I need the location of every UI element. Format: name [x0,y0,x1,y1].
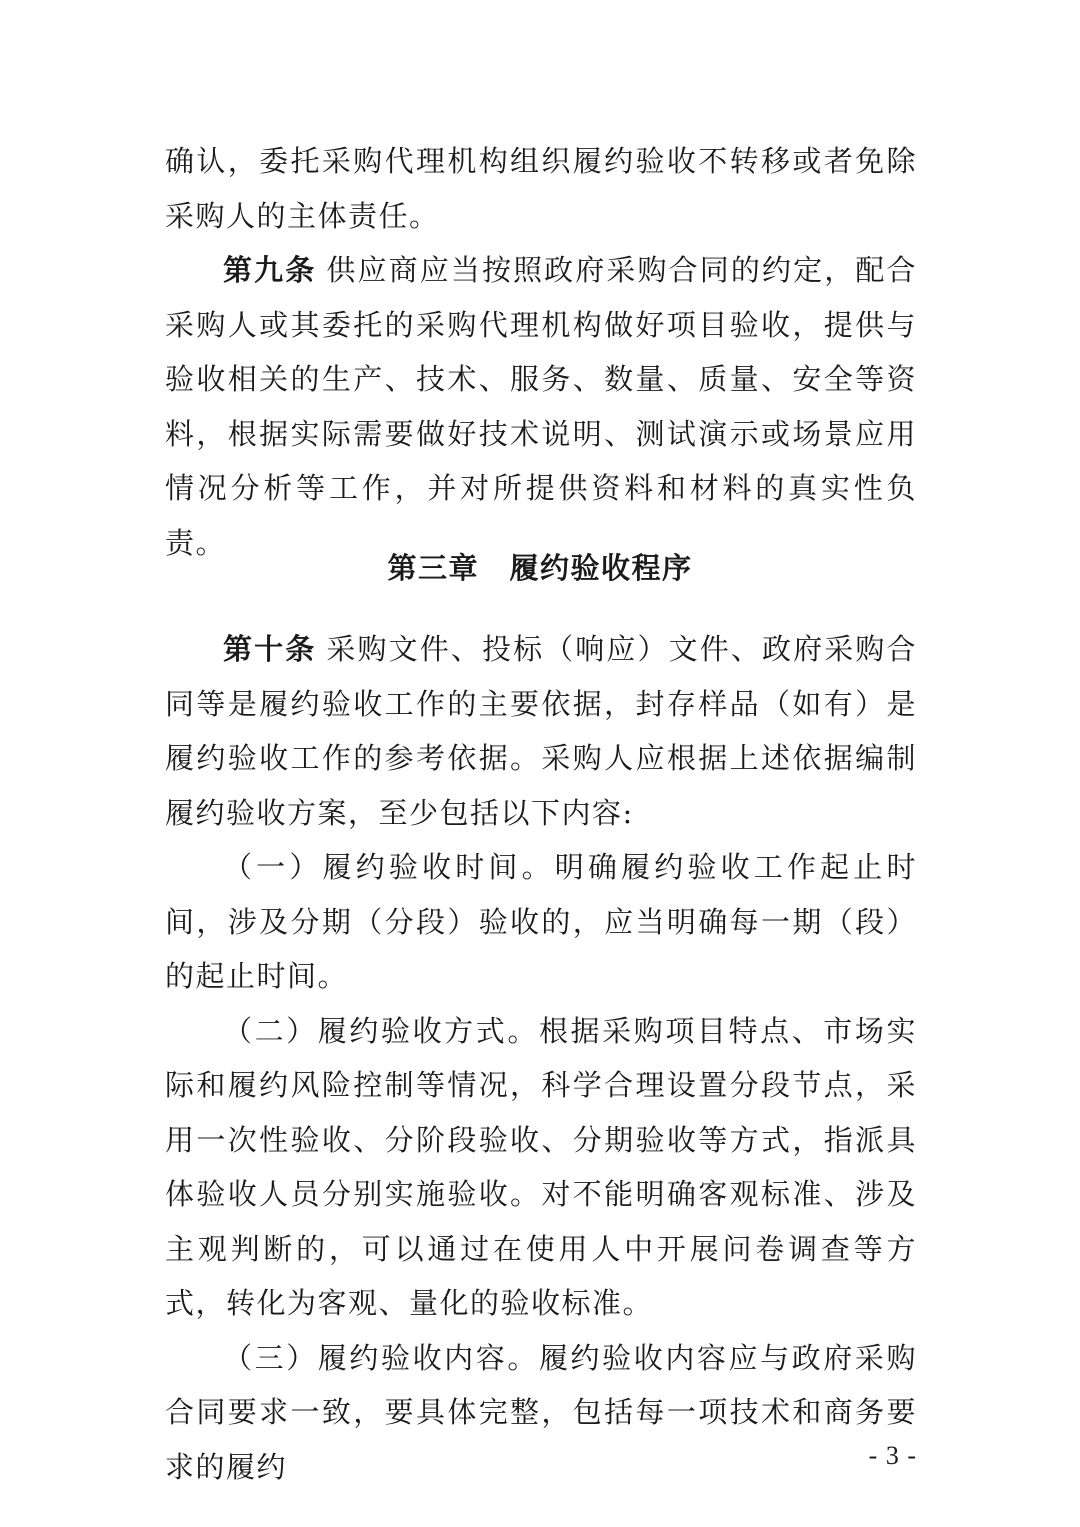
body-text-top [165,134,917,570]
paragraph-continuation [165,134,917,243]
paragraph-text: （三）履约验收内容。履约验收内容应与政府采购合同要求一致，要具体完整，包括每一项技术和商务要求的履约 [165,1340,917,1484]
paragraph-text: 确认，委托采购代理机构组织履约验收不转移或者免除采购人的主体责任。 [165,144,917,233]
paragraph-text: （二）履约验收方式。根据采购项目特点、市场实际和履约风险控制等情况，科学合理设置分段节点，采用一次性验收、分阶段验收、分期验收等方式，指派具体验收人员分别实施验收。对不能明确客观标准、涉及主观判断的，可以通过在使用人中开展问卷调查等方式，转化为客观、量化的验收标准。 [165,1013,917,1320]
page-number: - 3 - [868,1441,917,1470]
paragraph-text: 采购文件、投标（响应）文件、政府采购合同等是履约验收工作的主要依据，封存样品（如有）是履约验收工作的参考依据。采购人应根据上述依据编制履约验收方案，至少包括以下内容: [165,632,917,830]
paragraph-text: 供应商应当按照政府采购合同的约定，配合采购人或其委托的采购代理机构做好项目验收，提供与验收相关的生产、技术、服务、数量、质量、安全等资料，根据实际需要做好技术说明、测试演示或场景应用情况分析等工作，并对所提供资料和材料的真实性负责。 [165,253,917,560]
list-item-1 [165,840,917,1004]
list-item-3 [165,1331,917,1495]
article-number: 第九条 [223,253,317,287]
paragraph-article-9 [165,243,917,570]
paragraph-article-10 [165,622,917,840]
body-text-bottom [165,622,917,1494]
paragraph-text: （一）履约验收时间。明确履约验收工作起止时间，涉及分期（分段）验收的，应当明确每一期（段）的起止时间。 [165,850,917,993]
list-item-2 [165,1004,917,1331]
chapter-title: 第三章 履约验收程序 [387,551,693,585]
article-number: 第十条 [223,632,317,666]
